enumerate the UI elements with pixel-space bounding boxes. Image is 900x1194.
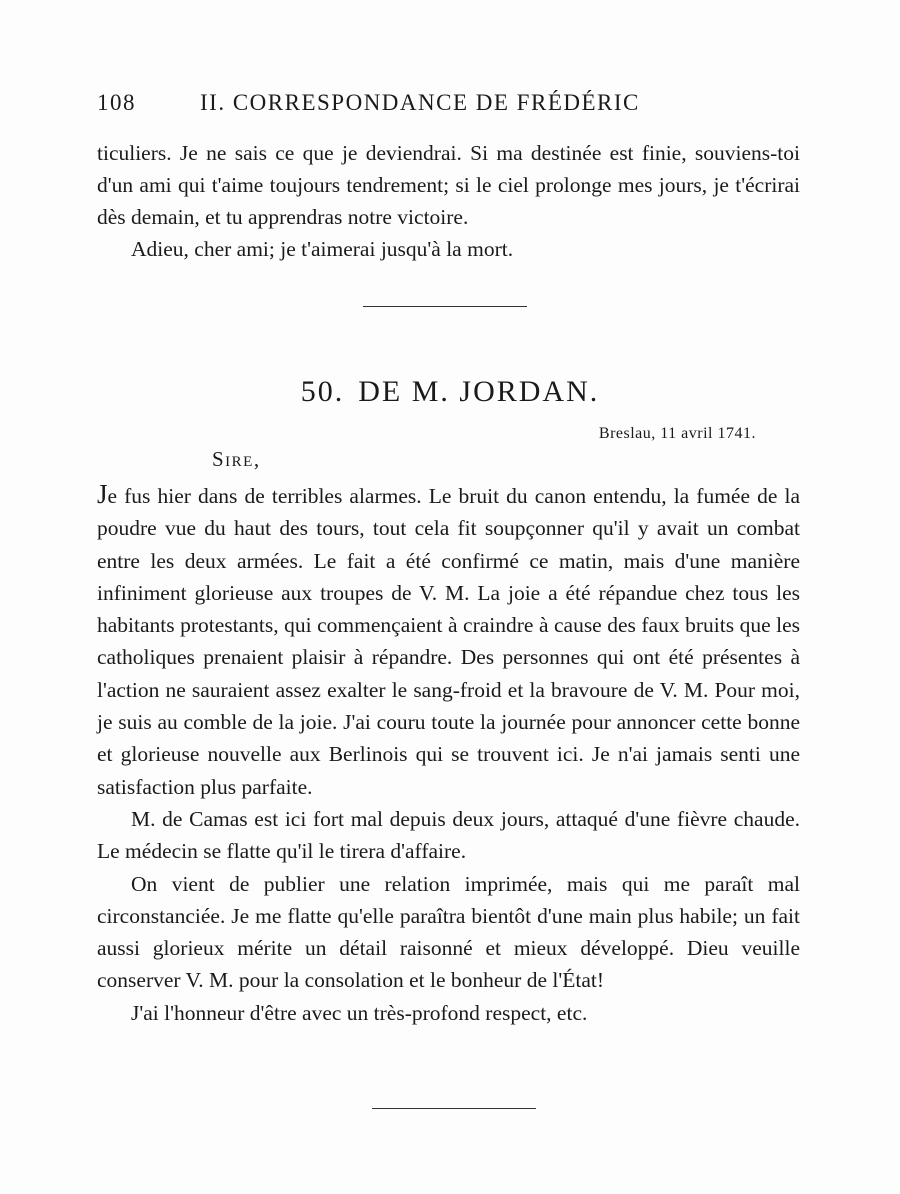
letter-dateline: Breslau, 11 avril 1741. <box>598 425 756 442</box>
letter-closing: J'ai l'honneur d'être avec un très-profond respect, etc. <box>131 1000 588 1025</box>
letter-body <box>97 478 800 1029</box>
previous-letter-ending <box>97 137 800 265</box>
letter-heading <box>0 375 900 409</box>
page-number: 108 <box>97 90 136 115</box>
letter-paragraph: On vient de publier une relation imprimée, mais qui me paraît mal circonstanciée. Je me flatte qu'elle paraîtra bientôt d'une main plus habile; un fait aussi glorieux mérite un détail raisonné et mieux développé. Dieu veuille conserver V. M. pour la consolation et le bonheur de l'État! <box>97 871 800 993</box>
letter-paragraph-text: e fus hier dans de terribles alarmes. Le bruit du canon entendu, la fumée de la poudre vue du haut des tours, tout cela fit soupçonner qu'il y avait un combat entre les deux armées. Le fait a été confirmé ce matin, mais d'une manière infiniment glorieuse aux troupes de V. M. La joie a été répandue chez tous les habitants protestants, qui commençaient à craindre à cause des faux bruits que les catholiques prenaient plaisir à répandre. Des personnes qui ont été présentes à l'action ne sauraient assez exalter le sang-froid et la bravoure de V. M. Pour moi, je suis au comble de la joie. J'ai couru toute la journée pour annoncer cette bonne et glorieuse nouvelle aux Berlinois qui se trouvent ici. Je n'ai jamais senti une satisfaction plus parfaite. <box>97 484 800 799</box>
letter-number: 50. <box>300 375 345 408</box>
running-title: II. CORRESPONDANCE DE FRÉDÉRIC <box>200 90 640 115</box>
letter-salutation: Sire, <box>212 447 261 471</box>
letter-paragraph <box>97 478 800 803</box>
previous-letter-closing: Adieu, cher ami; je t'aimerai jusqu'à la mort. <box>131 237 514 261</box>
previous-letter-paragraph: ticuliers. Je ne sais ce que je deviendrai. Si ma destinée est finie, souviens-toi d'un ami qui t'aime toujours tendrement; si le ciel prolonge mes jours, je t'écrirai dès demain, et tu apprendras notre victoire. <box>97 141 800 229</box>
running-header <box>97 90 797 126</box>
letter-title: DE M. JORDAN. <box>358 375 600 408</box>
letter-paragraph: M. de Camas est ici fort mal depuis deux jours, attaqué d'une fièvre chaude. Le médecin se flatte qu'il le tirera d'affaire. <box>97 806 800 864</box>
section-divider <box>372 1108 536 1109</box>
section-divider <box>363 306 527 307</box>
drop-capital: J <box>97 479 108 509</box>
